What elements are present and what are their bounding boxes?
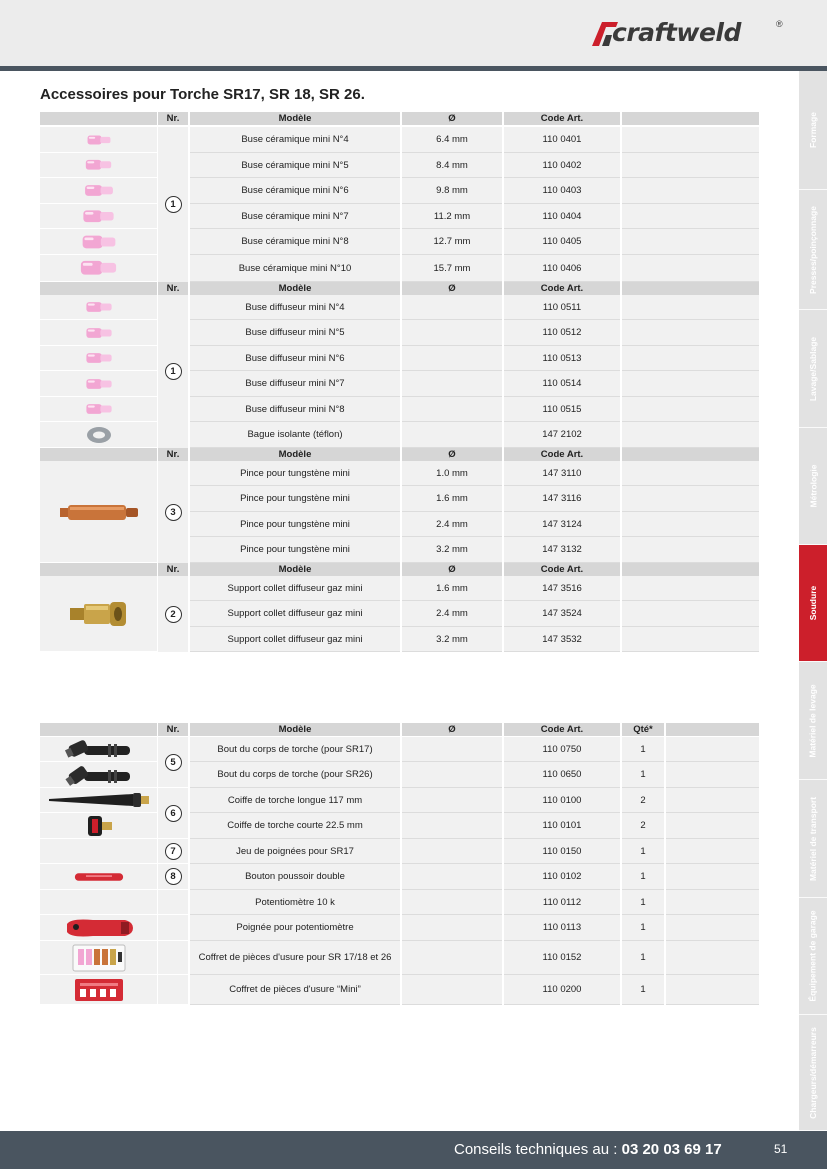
t2-header-modele: Modèle bbox=[190, 723, 400, 736]
row-number-circle: 6 bbox=[165, 805, 182, 822]
t1-g3-header-extra bbox=[622, 563, 759, 576]
t1-g0-header-modele: Modèle bbox=[190, 112, 400, 125]
code-cell: 147 2102 bbox=[504, 422, 620, 448]
row-number-circle: 5 bbox=[165, 754, 182, 771]
nozzle-icon bbox=[80, 182, 118, 199]
diameter-cell bbox=[402, 839, 502, 864]
diameter-cell bbox=[402, 788, 502, 813]
page-footer bbox=[0, 1131, 827, 1169]
product-image-cell bbox=[40, 229, 157, 255]
qty-cell: 1 bbox=[622, 737, 664, 762]
code-cell: 110 0101 bbox=[504, 813, 620, 839]
group-number-cell bbox=[158, 576, 188, 652]
modele-cell: Coiffe de torche longue 117 mm bbox=[190, 788, 400, 813]
sidebar-tab-materiel-de-levage[interactable] bbox=[799, 662, 827, 780]
push-button-icon bbox=[73, 870, 125, 884]
torch-head-sr17-icon bbox=[64, 737, 134, 761]
row-number-circle: 7 bbox=[165, 843, 182, 860]
product-image-cell bbox=[40, 461, 157, 563]
nozzle-icon bbox=[85, 376, 113, 392]
brand-registered-mark: ® bbox=[776, 19, 783, 29]
extra-cell bbox=[622, 229, 759, 255]
code-cell: 110 0515 bbox=[504, 397, 620, 422]
modele-cell: Support collet diffuseur gaz mini bbox=[190, 601, 400, 627]
sidebar-tab-label: Matériel de levage bbox=[808, 683, 819, 758]
extra-cell bbox=[622, 537, 759, 563]
torch-head-sr26-icon bbox=[64, 763, 134, 787]
diameter-cell: 2.4 mm bbox=[402, 601, 502, 627]
group-number-circle: 1 bbox=[165, 363, 182, 380]
diameter-cell bbox=[402, 737, 502, 762]
sidebar-tab-metrologie[interactable] bbox=[799, 428, 827, 545]
t1-g0-header-extra bbox=[622, 112, 759, 125]
extra-cell bbox=[622, 346, 759, 371]
product-image-cell bbox=[40, 397, 157, 422]
brand-logo bbox=[590, 18, 790, 48]
product-image-cell bbox=[40, 295, 157, 320]
footer-label: Conseils techniques au : bbox=[454, 1141, 622, 1158]
sidebar-tab-formage[interactable] bbox=[799, 71, 827, 190]
code-cell: 110 0405 bbox=[504, 229, 620, 255]
extra-cell bbox=[622, 204, 759, 229]
long-back-cap-icon bbox=[47, 791, 151, 809]
row-number-circle: 8 bbox=[165, 868, 182, 885]
code-cell: 110 0200 bbox=[504, 975, 620, 1005]
page-number: 51 bbox=[774, 1142, 788, 1156]
modele-cell: Pince pour tungstène mini bbox=[190, 537, 400, 563]
sidebar-tab-label: Soudure bbox=[808, 585, 819, 621]
t1-g2-header-image bbox=[40, 448, 157, 461]
product-image-cell bbox=[40, 371, 157, 397]
product-image-cell bbox=[40, 813, 157, 839]
group-number-cell bbox=[158, 127, 188, 282]
t2-header-qty: Qté* bbox=[622, 723, 664, 736]
row-number-cell bbox=[158, 975, 188, 1005]
t1-g1-header-extra bbox=[622, 282, 759, 295]
collet-body-icon bbox=[68, 598, 130, 630]
qty-cell: 1 bbox=[622, 975, 664, 1005]
modele-cell: Buse diffuseur mini N°5 bbox=[190, 320, 400, 346]
diameter-cell: 8.4 mm bbox=[402, 153, 502, 178]
extra-cell bbox=[622, 576, 759, 601]
sidebar-tab-chargeurs-demarreurs[interactable] bbox=[799, 1015, 827, 1131]
product-image-cell bbox=[40, 737, 157, 762]
qty-cell: 2 bbox=[622, 788, 664, 813]
extra-cell bbox=[666, 915, 759, 941]
product-image-cell bbox=[40, 788, 157, 813]
qty-cell: 1 bbox=[622, 890, 664, 915]
product-image-cell bbox=[40, 255, 157, 282]
modele-cell: Coiffe de torche courte 22.5 mm bbox=[190, 813, 400, 839]
product-image-cell bbox=[40, 890, 157, 915]
code-cell: 110 0403 bbox=[504, 178, 620, 204]
diameter-cell bbox=[402, 422, 502, 448]
modele-cell: Buse céramique mini N°4 bbox=[190, 127, 400, 153]
extra-cell bbox=[622, 320, 759, 346]
group-number-cell bbox=[158, 461, 188, 563]
diameter-cell bbox=[402, 295, 502, 320]
group-number-circle: 2 bbox=[165, 606, 182, 623]
t1-g3-header-modele: Modèle bbox=[190, 563, 400, 576]
t1-g0-header-nr: Nr. bbox=[158, 112, 188, 125]
group-number-cell bbox=[158, 295, 188, 448]
t1-g2-header-modele: Modèle bbox=[190, 448, 400, 461]
t1-g3-header-nr: Nr. bbox=[158, 563, 188, 576]
extra-cell bbox=[622, 153, 759, 178]
extra-cell bbox=[666, 762, 759, 788]
code-cell: 147 3110 bbox=[504, 461, 620, 486]
sidebar-tab-label: Matériel de transport bbox=[808, 796, 819, 881]
product-image-cell bbox=[40, 941, 157, 975]
code-cell: 110 0401 bbox=[504, 127, 620, 153]
modele-cell: Pince pour tungstène mini bbox=[190, 486, 400, 512]
collet-icon bbox=[58, 501, 140, 523]
code-cell: 110 0100 bbox=[504, 788, 620, 813]
sidebar-tab-label: Lavage/Sablage bbox=[808, 336, 819, 401]
modele-cell: Buse diffuseur mini N°4 bbox=[190, 295, 400, 320]
diameter-cell: 1.6 mm bbox=[402, 576, 502, 601]
code-cell: 147 3132 bbox=[504, 537, 620, 563]
extra-cell bbox=[666, 890, 759, 915]
modele-cell: Potentiomètre 10 k bbox=[190, 890, 400, 915]
t2-header-image bbox=[40, 723, 157, 736]
nozzle-icon bbox=[78, 207, 119, 226]
t1-g1-header-nr: Nr. bbox=[158, 282, 188, 295]
sidebar-tab-lavage-sablage[interactable] bbox=[799, 310, 827, 428]
t2-header-code: Code Art. bbox=[504, 723, 620, 736]
diameter-cell: 3.2 mm bbox=[402, 537, 502, 563]
modele-cell: Buse céramique mini N°7 bbox=[190, 204, 400, 229]
code-cell: 110 0650 bbox=[504, 762, 620, 788]
product-image-cell bbox=[40, 975, 157, 1005]
modele-cell: Pince pour tungstène mini bbox=[190, 512, 400, 537]
washer-icon bbox=[84, 425, 114, 445]
t1-g2-header-extra bbox=[622, 448, 759, 461]
sidebar-tab-materiel-de-transport[interactable] bbox=[799, 780, 827, 898]
diameter-cell bbox=[402, 941, 502, 975]
t1-g1-header-code: Code Art. bbox=[504, 282, 620, 295]
extra-cell bbox=[622, 371, 759, 397]
group-number-circle: 1 bbox=[165, 196, 182, 213]
modele-cell: Poignée pour potentiomètre bbox=[190, 915, 400, 941]
potentiometer-handle-icon bbox=[63, 916, 135, 940]
diameter-cell bbox=[402, 890, 502, 915]
code-cell: 147 3116 bbox=[504, 486, 620, 512]
sidebar-tab-label: Équipement de garage bbox=[808, 910, 819, 1002]
diameter-cell bbox=[402, 864, 502, 890]
t1-g3-header-diameter: Ø bbox=[402, 563, 502, 576]
extra-cell bbox=[622, 486, 759, 512]
modele-cell: Buse diffuseur mini N°7 bbox=[190, 371, 400, 397]
t1-g3-header-code: Code Art. bbox=[504, 563, 620, 576]
code-cell: 110 0402 bbox=[504, 153, 620, 178]
row-number-cell bbox=[158, 941, 188, 975]
extra-cell bbox=[622, 461, 759, 486]
diameter-cell bbox=[402, 397, 502, 422]
sidebar-tab-equipement-de-garage[interactable] bbox=[799, 898, 827, 1015]
modele-cell: Pince pour tungstène mini bbox=[190, 461, 400, 486]
code-cell: 110 0102 bbox=[504, 864, 620, 890]
t2-header-diameter: Ø bbox=[402, 723, 502, 736]
footer-contact bbox=[454, 1141, 722, 1158]
product-image-cell bbox=[40, 153, 157, 178]
page-title: Accessoires pour Torche SR17, SR 18, SR 26. bbox=[40, 86, 365, 103]
t2-header-extra bbox=[666, 723, 759, 736]
diameter-cell bbox=[402, 762, 502, 788]
code-cell: 110 0514 bbox=[504, 371, 620, 397]
product-image-cell bbox=[40, 346, 157, 371]
modele-cell: Coffret de pièces d'usure pour SR 17/18 et 26 bbox=[190, 941, 400, 975]
code-cell: 147 3124 bbox=[504, 512, 620, 537]
diameter-cell bbox=[402, 915, 502, 941]
short-back-cap-icon bbox=[84, 814, 114, 838]
diameter-cell: 12.7 mm bbox=[402, 229, 502, 255]
product-image-cell bbox=[40, 839, 157, 864]
diameter-cell: 1.0 mm bbox=[402, 461, 502, 486]
brand-name: craftweld bbox=[612, 18, 741, 47]
t1-g2-header-diameter: Ø bbox=[402, 448, 502, 461]
extra-cell bbox=[666, 788, 759, 813]
extra-cell bbox=[622, 512, 759, 537]
footer-phone: 03 20 03 69 17 bbox=[621, 1141, 722, 1158]
nozzle-icon bbox=[85, 401, 113, 417]
sidebar-tab-label: Formage bbox=[808, 112, 818, 148]
qty-cell: 1 bbox=[622, 941, 664, 975]
code-cell: 110 0150 bbox=[504, 839, 620, 864]
product-image-cell bbox=[40, 127, 157, 153]
code-cell: 110 0750 bbox=[504, 737, 620, 762]
sidebar-tab-label: Métrologie bbox=[808, 464, 819, 508]
nozzle-icon bbox=[85, 299, 113, 315]
modele-cell: Bout du corps de torche (pour SR17) bbox=[190, 737, 400, 762]
diameter-cell bbox=[402, 975, 502, 1005]
modele-cell: Buse diffuseur mini N°8 bbox=[190, 397, 400, 422]
extra-cell bbox=[622, 627, 759, 652]
extra-cell bbox=[666, 864, 759, 890]
product-image-cell bbox=[40, 915, 157, 941]
diameter-cell: 1.6 mm bbox=[402, 486, 502, 512]
mini-parts-kit-icon bbox=[74, 977, 124, 1003]
sidebar-tab-presses-poinconnage[interactable] bbox=[799, 190, 827, 310]
modele-cell: Buse céramique mini N°8 bbox=[190, 229, 400, 255]
extra-cell bbox=[622, 127, 759, 153]
t1-g1-header-diameter: Ø bbox=[402, 282, 502, 295]
diameter-cell bbox=[402, 813, 502, 839]
extra-cell bbox=[622, 178, 759, 204]
sidebar-tab-label: Presses/poinçonnage bbox=[808, 205, 818, 294]
diameter-cell: 2.4 mm bbox=[402, 512, 502, 537]
sidebar-tab-soudure[interactable] bbox=[799, 545, 827, 662]
spare-parts-kit-icon bbox=[72, 944, 126, 972]
extra-cell bbox=[622, 422, 759, 448]
nozzle-icon bbox=[85, 325, 113, 341]
section-sidebar bbox=[799, 71, 827, 1131]
product-image-cell bbox=[40, 576, 157, 652]
extra-cell bbox=[622, 255, 759, 282]
row-number-cell bbox=[158, 737, 188, 788]
extra-cell bbox=[666, 737, 759, 762]
product-image-cell bbox=[40, 320, 157, 346]
extra-cell bbox=[666, 839, 759, 864]
nozzle-icon bbox=[77, 232, 121, 252]
qty-cell: 2 bbox=[622, 813, 664, 839]
diameter-cell: 11.2 mm bbox=[402, 204, 502, 229]
code-cell: 147 3516 bbox=[504, 576, 620, 601]
qty-cell: 1 bbox=[622, 915, 664, 941]
nozzle-icon bbox=[83, 133, 115, 147]
row-number-cell bbox=[158, 890, 188, 915]
diameter-cell bbox=[402, 371, 502, 397]
modele-cell: Bouton poussoir double bbox=[190, 864, 400, 890]
header-bar bbox=[0, 66, 827, 71]
qty-cell: 1 bbox=[622, 762, 664, 788]
extra-cell bbox=[622, 397, 759, 422]
extra-cell bbox=[622, 601, 759, 627]
extra-cell bbox=[666, 813, 759, 839]
qty-cell: 1 bbox=[622, 839, 664, 864]
code-cell: 110 0511 bbox=[504, 295, 620, 320]
nozzle-icon bbox=[75, 257, 122, 279]
extra-cell bbox=[622, 295, 759, 320]
code-cell: 110 0406 bbox=[504, 255, 620, 282]
diameter-cell: 3.2 mm bbox=[402, 627, 502, 652]
diameter-cell: 6.4 mm bbox=[402, 127, 502, 153]
extra-cell bbox=[666, 941, 759, 975]
modele-cell: Buse céramique mini N°10 bbox=[190, 255, 400, 282]
sidebar-tab-label: Chargeurs/démarreurs bbox=[808, 1026, 818, 1119]
modele-cell: Support collet diffuseur gaz mini bbox=[190, 576, 400, 601]
code-cell: 110 0404 bbox=[504, 204, 620, 229]
code-cell: 110 0513 bbox=[504, 346, 620, 371]
nozzle-icon bbox=[81, 157, 116, 173]
group-number-circle: 3 bbox=[165, 504, 182, 521]
modele-cell: Bague isolante (téflon) bbox=[190, 422, 400, 448]
code-cell: 110 0152 bbox=[504, 941, 620, 975]
t1-g2-header-nr: Nr. bbox=[158, 448, 188, 461]
nozzle-icon bbox=[85, 350, 113, 366]
diameter-cell bbox=[402, 346, 502, 371]
t1-g3-header-image bbox=[40, 563, 157, 576]
modele-cell: Bout du corps de torche (pour SR26) bbox=[190, 762, 400, 788]
t2-header-nr: Nr. bbox=[158, 723, 188, 736]
modele-cell: Jeu de poignées pour SR17 bbox=[190, 839, 400, 864]
t1-g2-header-code: Code Art. bbox=[504, 448, 620, 461]
t1-g0-header-diameter: Ø bbox=[402, 112, 502, 125]
modele-cell: Buse diffuseur mini N°6 bbox=[190, 346, 400, 371]
row-number-cell bbox=[158, 864, 188, 890]
row-number-cell bbox=[158, 788, 188, 839]
code-cell: 147 3532 bbox=[504, 627, 620, 652]
code-cell: 110 0512 bbox=[504, 320, 620, 346]
diameter-cell: 15.7 mm bbox=[402, 255, 502, 282]
t1-g1-header-image bbox=[40, 282, 157, 295]
modele-cell: Support collet diffuseur gaz mini bbox=[190, 627, 400, 652]
row-number-cell bbox=[158, 915, 188, 941]
product-image-cell bbox=[40, 864, 157, 890]
qty-cell: 1 bbox=[622, 864, 664, 890]
diameter-cell: 9.8 mm bbox=[402, 178, 502, 204]
modele-cell: Buse céramique mini N°5 bbox=[190, 153, 400, 178]
modele-cell: Buse céramique mini N°6 bbox=[190, 178, 400, 204]
product-image-cell bbox=[40, 204, 157, 229]
t1-g1-header-modele: Modèle bbox=[190, 282, 400, 295]
row-number-cell bbox=[158, 839, 188, 864]
code-cell: 110 0112 bbox=[504, 890, 620, 915]
code-cell: 110 0113 bbox=[504, 915, 620, 941]
code-cell: 147 3524 bbox=[504, 601, 620, 627]
product-image-cell bbox=[40, 178, 157, 204]
diameter-cell bbox=[402, 320, 502, 346]
t1-g0-header-code: Code Art. bbox=[504, 112, 620, 125]
product-image-cell bbox=[40, 762, 157, 788]
modele-cell: Coffret de pièces d'usure “Mini” bbox=[190, 975, 400, 1005]
extra-cell bbox=[666, 975, 759, 1005]
product-image-cell bbox=[40, 422, 157, 448]
t1-g0-header-image bbox=[40, 112, 157, 125]
